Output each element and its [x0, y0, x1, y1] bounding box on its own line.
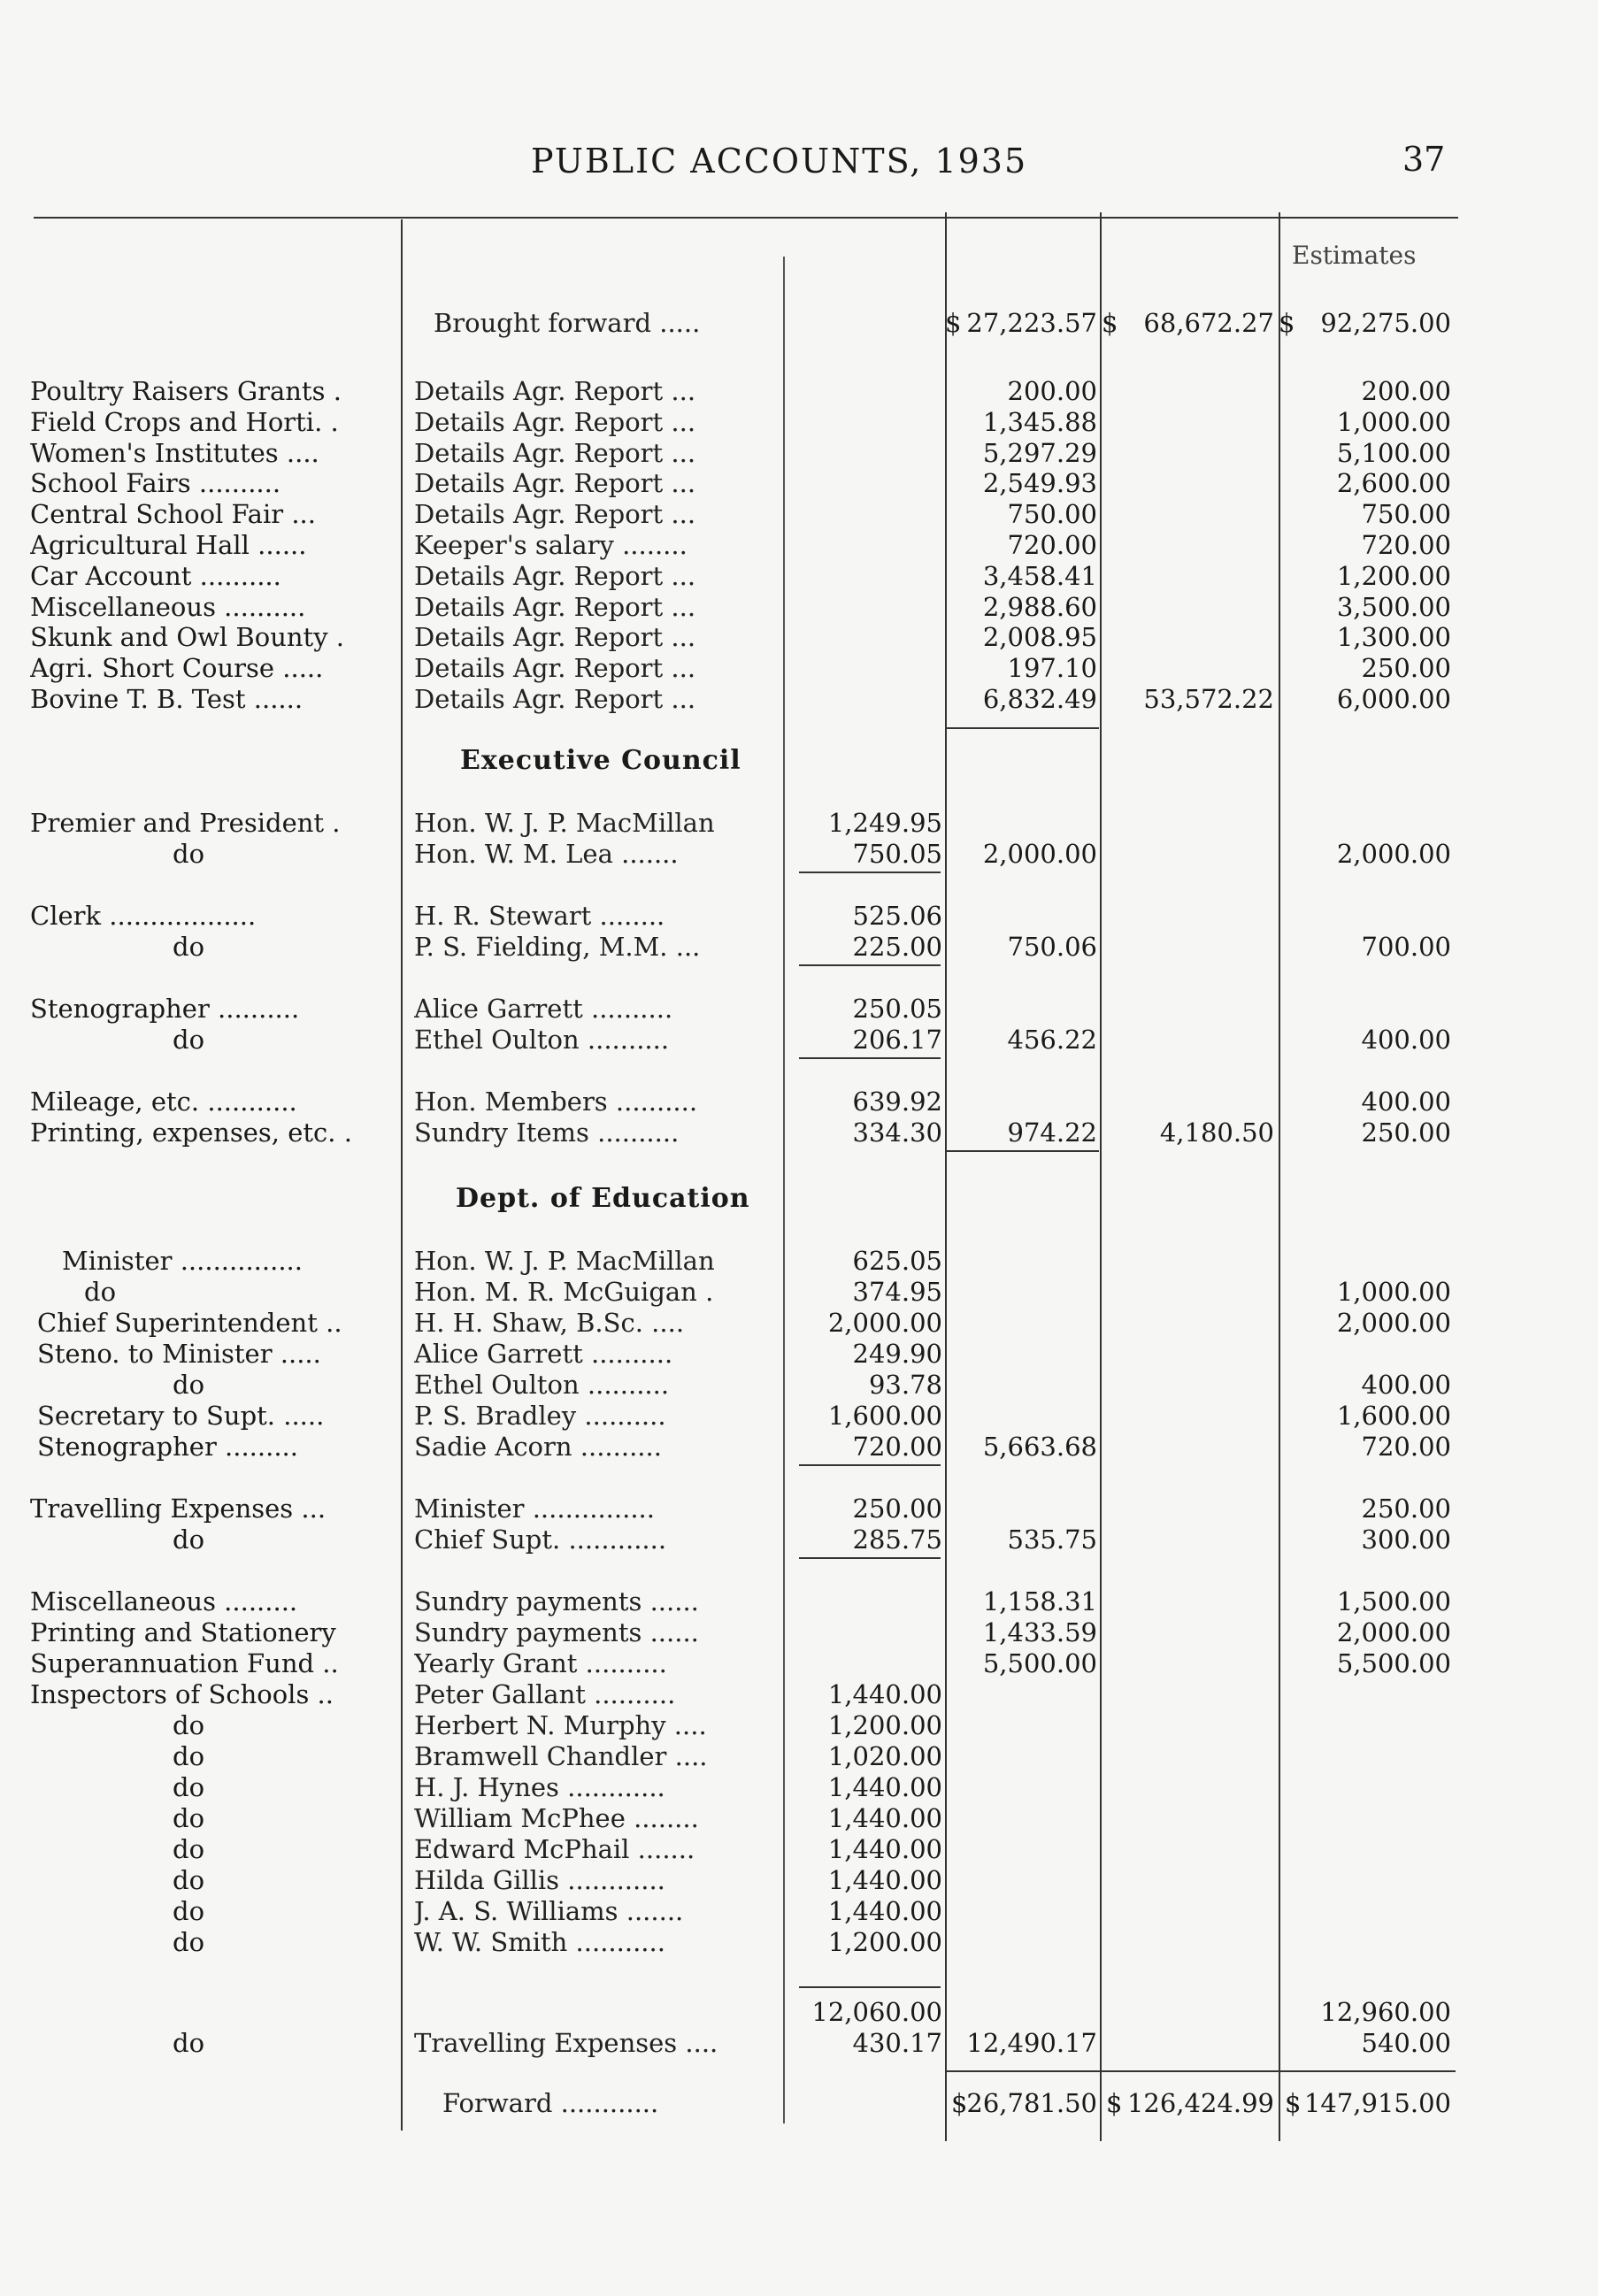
- detail: Details Agr. Report ...: [414, 684, 696, 714]
- detail: Edward McPhail .......: [414, 1834, 695, 1864]
- item-do: do: [173, 1865, 205, 1895]
- item-name: Bovine T. B. Test ......: [30, 684, 303, 714]
- detail: Alice Garrett ..........: [414, 1339, 673, 1369]
- table-row: [0, 376, 1598, 406]
- detail: Sundry payments ......: [414, 1586, 699, 1616]
- amount-estimate: 147,915.00: [1303, 2088, 1451, 2118]
- item-do: do: [173, 839, 205, 869]
- amount-total: 974.22: [1007, 1117, 1097, 1148]
- table-row: [0, 561, 1598, 591]
- detail: H. J. Hynes ............: [414, 1772, 665, 1802]
- amount-sub: 1,440.00: [827, 1679, 942, 1709]
- amount-estimate: 400.00: [1361, 1370, 1451, 1400]
- amount-estimate: 400.00: [1361, 1087, 1451, 1117]
- amount-total: 5,500.00: [982, 1648, 1097, 1678]
- amount-sub: 1,440.00: [827, 1772, 942, 1802]
- table-row: [0, 1710, 1598, 1740]
- table-row: [0, 1586, 1598, 1616]
- amount-estimate: 250.00: [1361, 1117, 1451, 1148]
- amount-total: 197.10: [1007, 653, 1097, 684]
- item-do: do: [173, 1803, 205, 1833]
- item-name: School Fairs ..........: [30, 468, 281, 499]
- detail: P. S. Fielding, M.M. ...: [414, 932, 701, 962]
- detail: Travelling Expenses ....: [414, 2028, 718, 2058]
- detail: Details Agr. Report ...: [414, 437, 696, 468]
- table-row: [0, 839, 1598, 869]
- amount-total: 1,158.31: [982, 1586, 1097, 1616]
- item-name: Skunk and Owl Bounty .: [30, 622, 345, 653]
- table-row: [0, 468, 1598, 498]
- amount-grand: 126,424.99: [1126, 2088, 1274, 2118]
- item-do: do: [173, 1772, 205, 1802]
- amount-sub: 430.17: [852, 2028, 942, 2058]
- table-row: [0, 1648, 1598, 1678]
- table-row: [0, 994, 1598, 1024]
- education-title: Dept. of Education: [456, 1183, 750, 1214]
- amount-estimate: 250.00: [1361, 1494, 1451, 1524]
- exec-council-title: Executive Council: [460, 745, 741, 776]
- amount-sub: 1,020.00: [827, 1741, 942, 1771]
- table-row: [0, 1617, 1598, 1647]
- detail: Hon. Members ..........: [414, 1087, 698, 1117]
- amount-total: 27,223.57: [966, 308, 1097, 338]
- top-rule: [34, 217, 1458, 219]
- table-row: [0, 1401, 1598, 1431]
- amount-total: 3,458.41: [982, 560, 1097, 591]
- table-row: [0, 932, 1598, 962]
- dollar-sign: $: [1102, 308, 1118, 338]
- amount-estimate: 1,200.00: [1336, 560, 1451, 591]
- detail: Details Agr. Report ...: [414, 406, 696, 437]
- amount-sub: 625.05: [852, 1246, 942, 1276]
- amount-total: 200.00: [1007, 376, 1097, 406]
- detail: Details Agr. Report ...: [414, 499, 696, 530]
- detail: W. W. Smith ...........: [414, 1927, 665, 1957]
- table-row: [0, 622, 1598, 652]
- table-row: [0, 1741, 1598, 1771]
- table-row: [0, 808, 1598, 838]
- sum-rule: [799, 964, 941, 966]
- table-row: [0, 1772, 1598, 1802]
- amount-sub: 1,440.00: [827, 1896, 942, 1926]
- item-name: Minister ...............: [62, 1246, 303, 1276]
- amount-estimate: 92,275.00: [1320, 308, 1451, 338]
- inspectors-travel-row: [0, 2028, 1598, 2058]
- sum-rule: [799, 1464, 941, 1466]
- amount-sub: 206.17: [852, 1025, 942, 1055]
- amount-estimate: 1,000.00: [1336, 1277, 1451, 1307]
- dollar-sign: $: [945, 308, 962, 338]
- amount-sub: 1,440.00: [827, 1834, 942, 1864]
- amount-sub: 334.30: [852, 1117, 942, 1148]
- item-name: Stenographer .........: [37, 1432, 298, 1462]
- amount-total: 5,663.68: [982, 1432, 1097, 1462]
- amount-estimate: 720.00: [1361, 1432, 1451, 1462]
- item-name: Premier and President .: [30, 808, 341, 838]
- detail: Ethel Oulton ..........: [414, 1370, 670, 1400]
- amount-total: 750.00: [1007, 499, 1097, 530]
- amount-sub: 720.00: [852, 1432, 942, 1462]
- amount-estimate: 2,000.00: [1336, 839, 1451, 869]
- detail: P. S. Bradley ..........: [414, 1401, 666, 1431]
- amount-total: 1,345.88: [982, 406, 1097, 437]
- brought-forward-row: [0, 308, 1598, 338]
- amount-estimate: 5,500.00: [1336, 1648, 1451, 1678]
- page-title: PUBLIC ACCOUNTS, 1935: [531, 142, 1028, 180]
- detail: Minister ...............: [414, 1494, 655, 1524]
- detail: Details Agr. Report ...: [414, 468, 696, 499]
- amount-estimate: 540.00: [1361, 2028, 1451, 2058]
- item-do: do: [173, 1710, 205, 1740]
- inspectors-subtotal-row: [0, 1997, 1598, 2027]
- item-name: Superannuation Fund ..: [30, 1648, 339, 1678]
- page-number: 37: [1402, 140, 1446, 179]
- item-do: do: [173, 1524, 205, 1555]
- amount-estimate: 200.00: [1361, 376, 1451, 406]
- table-row: [0, 1834, 1598, 1864]
- detail: Sadie Acorn ..........: [414, 1432, 662, 1462]
- amount-estimate: 3,500.00: [1336, 591, 1451, 622]
- table-row: [0, 1370, 1598, 1400]
- amount-sub: 1,249.95: [827, 808, 942, 838]
- amount-estimate: 1,600.00: [1336, 1401, 1451, 1431]
- amount-total: 720.00: [1007, 530, 1097, 560]
- item-name: Car Account ..........: [30, 560, 281, 591]
- amount-estimate: 1,300.00: [1336, 622, 1451, 653]
- detail: Details Agr. Report ...: [414, 622, 696, 653]
- table-row: [0, 1432, 1598, 1462]
- detail: Alice Garrett ..........: [414, 994, 673, 1024]
- amount-estimate: 400.00: [1361, 1025, 1451, 1055]
- amount-total: 456.22: [1007, 1025, 1097, 1055]
- amount-sub: 250.00: [852, 1494, 942, 1524]
- amount-estimate: 300.00: [1361, 1524, 1451, 1555]
- dollar-sign: $: [1279, 308, 1295, 338]
- item-name: Poultry Raisers Grants .: [30, 376, 342, 406]
- dollar-sign: $: [1106, 2088, 1123, 2118]
- amount-sub: 374.95: [852, 1277, 942, 1307]
- amount-estimate: 12,960.00: [1320, 1997, 1451, 2027]
- item-name: Printing and Stationery: [30, 1617, 336, 1647]
- amount-sub: 285.75: [852, 1524, 942, 1555]
- detail: Chief Supt. ............: [414, 1524, 667, 1555]
- table-row: [0, 1025, 1598, 1055]
- amount-total: 2,000.00: [982, 839, 1097, 869]
- amount-sub: 250.05: [852, 994, 942, 1024]
- amount-estimate: 720.00: [1361, 530, 1451, 560]
- detail: Details Agr. Report ...: [414, 376, 696, 406]
- item-do: do: [173, 1370, 205, 1400]
- detail: Hilda Gillis ............: [414, 1865, 665, 1895]
- table-row: [0, 1524, 1598, 1555]
- item-name: Stenographer ..........: [30, 994, 300, 1024]
- detail: H. H. Shaw, B.Sc. ....: [414, 1308, 685, 1338]
- amount-grand: 53,572.22: [1143, 684, 1274, 714]
- amount-estimate: 750.00: [1361, 499, 1451, 530]
- item-do: do: [173, 2028, 205, 2058]
- item-name: Clerk ..................: [30, 901, 257, 931]
- amount-sub: 2,000.00: [827, 1308, 942, 1338]
- table-row: [0, 592, 1598, 622]
- table-row: [0, 438, 1598, 468]
- detail: Hon. W. J. P. MacMillan: [414, 1246, 715, 1276]
- amount-sub: 225.00: [852, 932, 942, 962]
- detail: Herbert N. Murphy ....: [414, 1710, 707, 1740]
- table-row: [0, 1494, 1598, 1524]
- detail: Yearly Grant ..........: [414, 1648, 667, 1678]
- item-name: Printing, expenses, etc. .: [30, 1117, 352, 1148]
- item-name: Travelling Expenses ...: [30, 1494, 327, 1524]
- amount-estimate: 700.00: [1361, 932, 1451, 962]
- item-do: do: [173, 1025, 205, 1055]
- sum-rule: [799, 1057, 941, 1059]
- table-row: [0, 1277, 1598, 1307]
- detail: Hon. W. J. P. MacMillan: [414, 808, 715, 838]
- table-row: [0, 1803, 1598, 1833]
- amount-grand: 68,672.27: [1143, 308, 1274, 338]
- amount-total: 6,832.49: [982, 684, 1097, 714]
- table-row: [0, 1308, 1598, 1338]
- table-row: [0, 901, 1598, 931]
- amount-estimate: 2,600.00: [1336, 468, 1451, 499]
- amount-total: 2,549.93: [982, 468, 1097, 499]
- table-row: [0, 530, 1598, 560]
- amount-sub: 249.90: [852, 1339, 942, 1369]
- table-row: [0, 1865, 1598, 1895]
- table-row: [0, 1339, 1598, 1369]
- table-row: [0, 407, 1598, 437]
- amount-total: 750.06: [1007, 932, 1097, 962]
- amount-sub: 525.06: [852, 901, 942, 931]
- detail: Details Agr. Report ...: [414, 653, 696, 684]
- amount-sub: 1,600.00: [827, 1401, 942, 1431]
- table-row: [0, 684, 1598, 714]
- item-name: Miscellaneous .........: [30, 1586, 298, 1616]
- item-name: Field Crops and Horti. .: [30, 406, 339, 437]
- page-header: [0, 133, 1598, 186]
- amount-estimate: 1,500.00: [1336, 1586, 1451, 1616]
- table-row: [0, 653, 1598, 683]
- detail: William McPhee ........: [414, 1803, 699, 1833]
- amount-estimate: 6,000.00: [1336, 684, 1451, 714]
- amount-total: 535.75: [1007, 1524, 1097, 1555]
- amount-total: 1,433.59: [982, 1617, 1097, 1647]
- sum-rule: [799, 872, 941, 873]
- item-name: Secretary to Supt. .....: [37, 1401, 325, 1431]
- sum-rule: [947, 727, 1099, 729]
- detail: Keeper's salary ........: [414, 530, 688, 560]
- sum-rule: [799, 1986, 941, 1988]
- amount-estimate: 1,000.00: [1336, 406, 1451, 437]
- dollar-sign: $: [951, 2088, 968, 2118]
- detail: Peter Gallant ..........: [414, 1679, 676, 1709]
- amount-total: 2,988.60: [982, 591, 1097, 622]
- detail: J. A. S. Williams .......: [414, 1896, 684, 1926]
- estimates-header: Estimates: [1292, 241, 1417, 270]
- amount-sub: 750.05: [852, 839, 942, 869]
- detail: Bramwell Chandler ....: [414, 1741, 708, 1771]
- amount-sub: 639.92: [852, 1087, 942, 1117]
- dollar-sign: $: [1285, 2088, 1302, 2118]
- item-name: Chief Superintendent ..: [37, 1308, 342, 1338]
- amount-sub: 1,200.00: [827, 1710, 942, 1740]
- table-row: [0, 1679, 1598, 1709]
- amount-total: 26,781.50: [966, 2088, 1097, 2118]
- amount-sub: 12,060.00: [811, 1997, 942, 2027]
- table-row: [0, 499, 1598, 529]
- table-row: [0, 1087, 1598, 1117]
- table-row: [0, 1246, 1598, 1276]
- item-do: do: [173, 1927, 205, 1957]
- detail: Hon. W. M. Lea .......: [414, 839, 679, 869]
- forward-row: [0, 2088, 1598, 2118]
- item-name: Women's Institutes ....: [30, 437, 319, 468]
- amount-estimate: 2,000.00: [1336, 1308, 1451, 1338]
- item-name: Agricultural Hall ......: [30, 530, 307, 560]
- item-name: Mileage, etc. ...........: [30, 1087, 297, 1117]
- detail: Details Agr. Report ...: [414, 560, 696, 591]
- table-row: [0, 1896, 1598, 1926]
- item-name: Steno. to Minister .....: [37, 1339, 321, 1369]
- item-do: do: [173, 1834, 205, 1864]
- item-do: do: [173, 932, 205, 962]
- amount-total: 2,008.95: [982, 622, 1097, 653]
- table-row: [0, 1927, 1598, 1957]
- detail: Sundry payments ......: [414, 1617, 699, 1647]
- amount-sub: 93.78: [868, 1370, 942, 1400]
- forward-label: Forward ............: [442, 2088, 659, 2118]
- table-row: [0, 1117, 1598, 1148]
- item-name: Inspectors of Schools ..: [30, 1679, 334, 1709]
- amount-estimate: 2,000.00: [1336, 1617, 1451, 1647]
- amount-sub: 1,200.00: [827, 1927, 942, 1957]
- item-do: do: [173, 1896, 205, 1926]
- detail: Ethel Oulton ..........: [414, 1025, 670, 1055]
- sum-rule: [947, 1150, 1099, 1152]
- sum-rule: [799, 1557, 941, 1559]
- item-do: do: [84, 1277, 117, 1307]
- detail: Details Agr. Report ...: [414, 591, 696, 622]
- amount-total: 5,297.29: [982, 437, 1097, 468]
- amount-estimate: 250.00: [1361, 653, 1451, 684]
- amount-estimate: 5,100.00: [1336, 437, 1451, 468]
- item-do: do: [173, 1741, 205, 1771]
- amount-total: 12,490.17: [966, 2028, 1097, 2058]
- amount-sub: 1,440.00: [827, 1865, 942, 1895]
- item-name: Central School Fair ...: [30, 499, 316, 530]
- sum-rule: [947, 2070, 1456, 2072]
- amount-sub: 1,440.00: [827, 1803, 942, 1833]
- item-name: Agri. Short Course .....: [30, 653, 324, 684]
- brought-forward-label: Brought forward .....: [434, 308, 701, 338]
- amount-grand: 4,180.50: [1159, 1117, 1274, 1148]
- detail: Sundry Items ..........: [414, 1117, 680, 1148]
- item-name: Miscellaneous ..........: [30, 591, 306, 622]
- detail: Hon. M. R. McGuigan .: [414, 1277, 714, 1307]
- detail: H. R. Stewart ........: [414, 901, 665, 931]
